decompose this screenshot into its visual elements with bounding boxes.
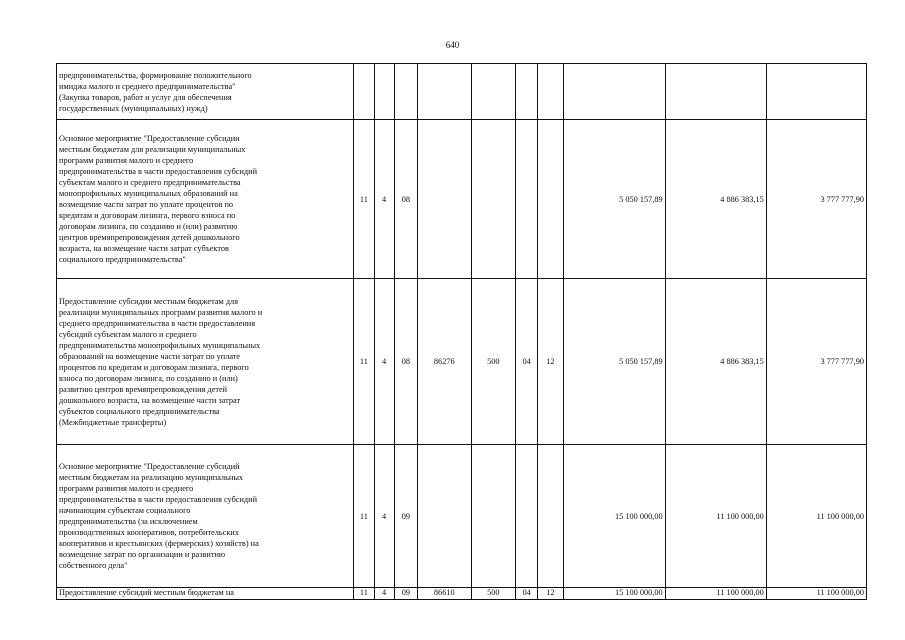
amount-cell: 11 100 000,00 — [766, 445, 866, 588]
code-cell: 500 — [471, 279, 515, 445]
code-cell: 11 — [354, 279, 374, 445]
code-cell — [354, 64, 374, 120]
code-cell — [516, 120, 538, 279]
code-cell — [538, 120, 563, 279]
table-row — [57, 279, 867, 445]
code-cell: 4 — [374, 445, 394, 588]
code-cell — [538, 64, 563, 120]
page-number: 640 — [445, 40, 460, 50]
code-cell: 11 — [354, 120, 374, 279]
code-cell: 12 — [538, 588, 563, 600]
row-description: Основное мероприятие "Предоставление субсидии местным бюджетам для реализации муниципальных программ развития малого и среднего предпринимательства в части предоставления субсидий субъектам малого и среднего предпринимательства монопрофильных муниципальных образований на возмещение части затрат по уплате процентов по кредитам и договорам лизинга, первого взноса по договорам лизинга, по созданию и (или) развитию центров времяпрепровождения детей дошкольного возраста, на возмещение части затрат субъектов социального предпринимательства" — [57, 120, 354, 279]
code-cell: 04 — [516, 588, 538, 600]
amount-cell — [766, 64, 866, 120]
amount-cell: 5 050 157,89 — [563, 120, 665, 279]
code-cell: 500 — [471, 588, 515, 600]
amount-cell: 15 100 000,00 — [563, 445, 665, 588]
table-row — [57, 588, 867, 600]
amount-cell — [563, 64, 665, 120]
code-cell: 09 — [394, 588, 417, 600]
code-cell — [516, 64, 538, 120]
table-row — [57, 445, 867, 588]
code-cell: 86610 — [417, 588, 471, 600]
amount-cell: 11 100 000,00 — [665, 445, 766, 588]
code-cell: 04 — [516, 279, 538, 445]
code-cell: 4 — [374, 120, 394, 279]
code-cell — [394, 64, 417, 120]
table-body — [57, 64, 867, 600]
amount-cell: 5 050 157,89 — [563, 279, 665, 445]
amount-cell — [665, 64, 766, 120]
amount-cell: 15 100 000,00 — [563, 588, 665, 600]
code-cell: 12 — [538, 279, 563, 445]
code-cell: 08 — [394, 279, 417, 445]
amount-cell: 11 100 000,00 — [665, 588, 766, 600]
code-cell — [538, 445, 563, 588]
code-cell — [374, 64, 394, 120]
amount-cell: 11 100 000,00 — [766, 588, 866, 600]
row-description: Основное мероприятие "Предоставление субсидий местным бюджетам на реализацию муниципальных программ развития малого и среднего предпринимательства в части предоставления субсидий начинающим субъектам социального предпринимательства (за исключением производственных кооперативов, потребительских кооперативов и крестьянских (фермерских) хозяйств) на возмещение затрат по организации и развитию собственного дела" — [57, 445, 354, 588]
code-cell: 08 — [394, 120, 417, 279]
budget-table — [56, 63, 867, 600]
code-cell: 11 — [354, 588, 374, 600]
code-cell — [471, 445, 515, 588]
row-description: Предоставление субсидии местным бюджетам для реализации муниципальных программ развития малого и среднего предпринимательства в части предоставления субсидий субъектам малого и среднего предпринимательства монопрофильных муниципальных образований на возмещение части затрат по уплате процентов по кредитам и договорам лизинга, первого взноса по договорам лизинга, по созданию и (или) развитию центров времяпрепровождения детей дошкольного возраста, на возмещение части затрат субъектов социального предпринимательства (Межбюджетные трансферты) — [57, 279, 354, 445]
amount-cell: 3 777 777,90 — [766, 120, 866, 279]
code-cell — [417, 64, 471, 120]
row-description: предпринимательства, формирование положительного имиджа малого и среднего предпринимательства" (Закупка товаров, работ и услуг для обеспечения государственных (муниципальных) нужд) — [57, 64, 354, 120]
code-cell — [417, 445, 471, 588]
code-cell: 09 — [394, 445, 417, 588]
row-description: Предоставление субсидий местным бюджетам на — [57, 588, 354, 600]
code-cell: 4 — [374, 588, 394, 600]
table-row — [57, 120, 867, 279]
amount-cell: 4 886 383,15 — [665, 279, 766, 445]
amount-cell: 4 886 383,15 — [665, 120, 766, 279]
code-cell: 86276 — [417, 279, 471, 445]
code-cell — [417, 120, 471, 279]
code-cell — [471, 120, 515, 279]
code-cell — [471, 64, 515, 120]
code-cell: 4 — [374, 279, 394, 445]
amount-cell: 3 777 777,90 — [766, 279, 866, 445]
table-row — [57, 64, 867, 120]
code-cell: 11 — [354, 445, 374, 588]
code-cell — [516, 445, 538, 588]
